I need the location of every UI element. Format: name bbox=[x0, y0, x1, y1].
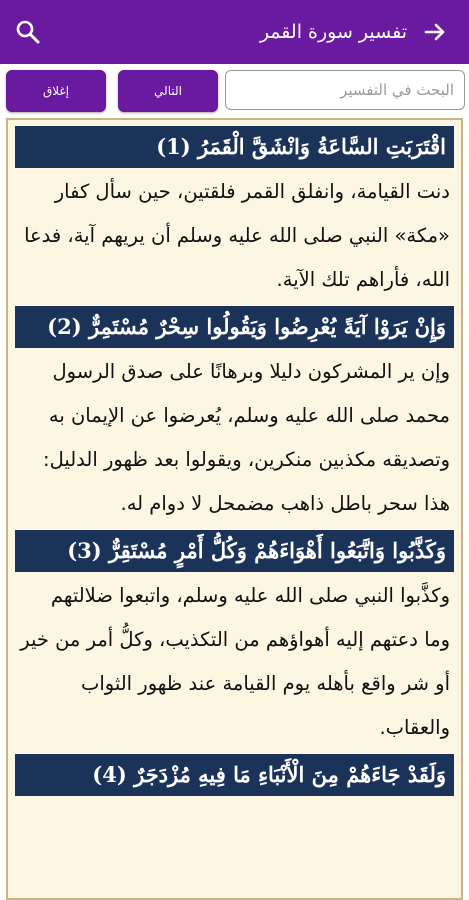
arrow-right-icon bbox=[423, 20, 447, 44]
tafsir-text: دنت القيامة، وانفلق القمر فلقتين، حين سأل كفار «مكة» النبي صلى الله عليه وسلم أن يريهم آية، فدعا الله، فأراهم تلك الآية. bbox=[24, 180, 450, 291]
page-title: تفسير سورة القمر bbox=[259, 21, 407, 43]
search-button[interactable] bbox=[10, 14, 46, 50]
tafsir-text: وكذَّبوا النبي صلى الله عليه وسلم، واتبعوا ضلالتهم وما دعتهم إليه أهواؤهم من التكذيب، وكلُّ أمر من خير أو شر واقع بأهله يوم القيامة عند ظهور الثواب والعقاب. bbox=[20, 584, 450, 739]
verse-heading: وَإِنْ يَرَوْا آيَةً يُعْرِضُوا وَيَقُولُوا سِحْرٌ مُسْتَمِرٌّ (2) bbox=[15, 306, 454, 348]
search-toolbar bbox=[0, 64, 469, 118]
verse-heading: اقْتَرَبَتِ السَّاعَةُ وَانْشَقَّ الْقَمَرُ (1) bbox=[15, 126, 454, 168]
back-button[interactable] bbox=[417, 14, 453, 50]
close-button[interactable]: إغلاق bbox=[6, 70, 106, 112]
search-icon bbox=[15, 19, 41, 45]
tafsir-text: وإن ير المشركون دليلا وبرهانًا على صدق الرسول محمد صلى الله عليه وسلم، يُعرضوا عن الإيمان به وتصديقه مكذبين منكرين، ويقولوا بعد ظهور الدليل: هذا سحر باطل ذاهب مضمحل لا دوام له. bbox=[43, 360, 450, 515]
tafsir-list bbox=[8, 120, 461, 796]
tafsir-content[interactable] bbox=[6, 118, 463, 900]
next-button[interactable]: التالي bbox=[118, 70, 218, 112]
tafsir-search-input[interactable] bbox=[225, 70, 465, 110]
verse-heading: وَلَقَدْ جَاءَهُمْ مِنَ الْأَنْبَاءِ مَا فِيهِ مُزْدَجَرٌ (4) bbox=[15, 754, 454, 796]
app-bar bbox=[0, 0, 469, 64]
verse-heading: وَكَذَّبُوا وَاتَّبَعُوا أَهْوَاءَهُمْ وَكُلُّ أَمْرٍ مُسْتَقِرٌّ (3) bbox=[15, 530, 454, 572]
